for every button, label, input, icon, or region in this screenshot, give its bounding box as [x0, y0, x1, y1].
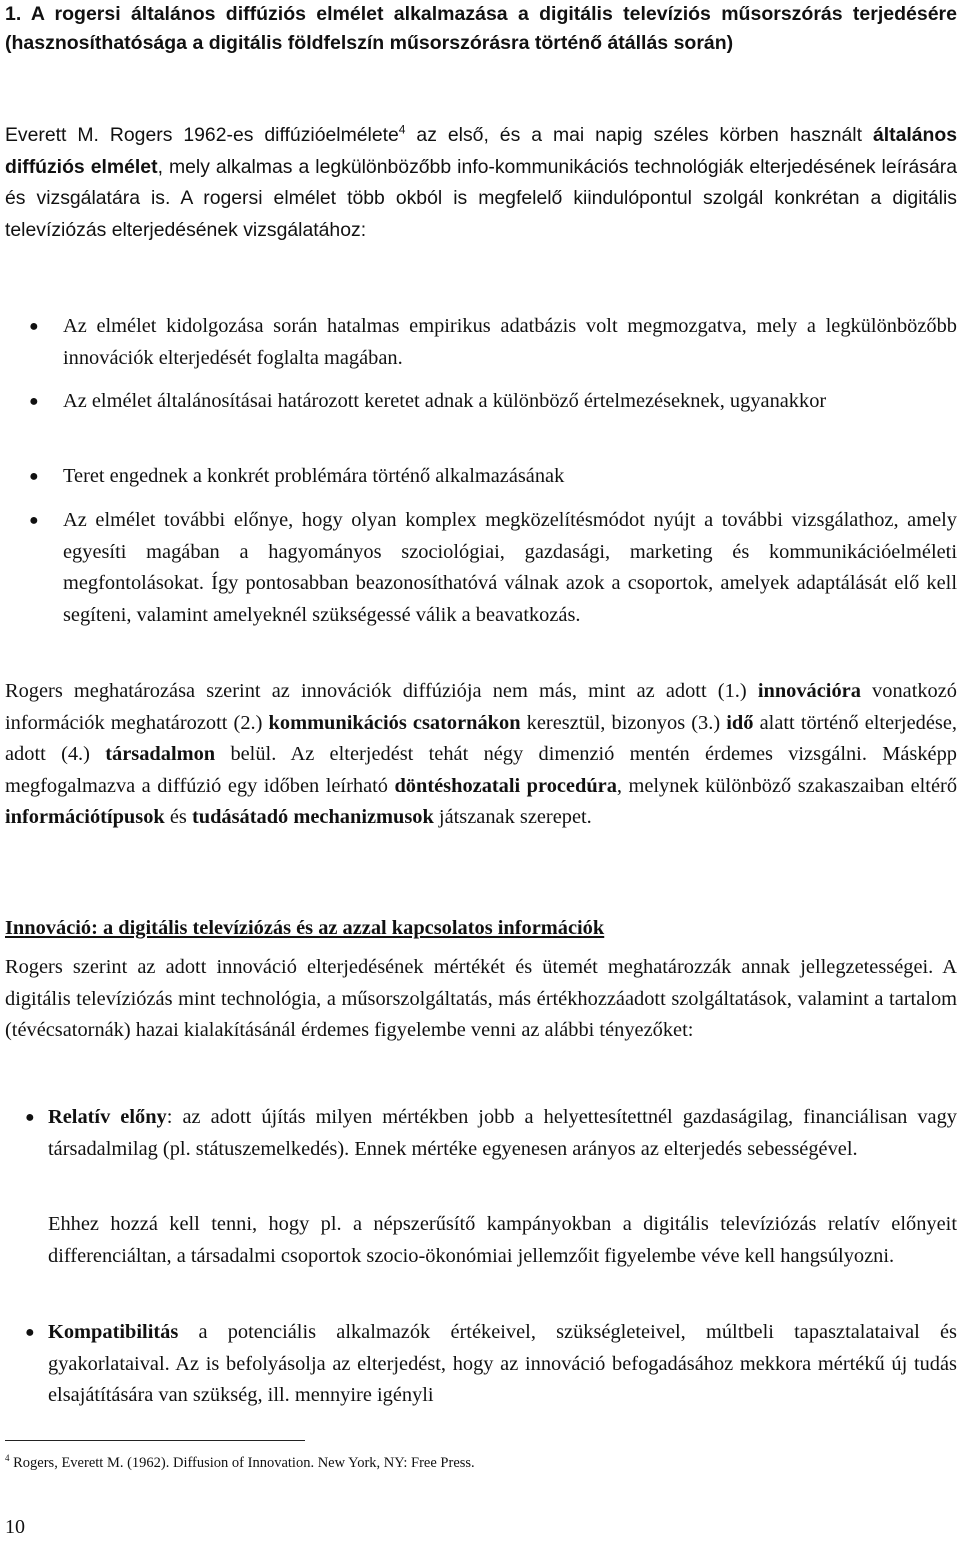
- bullet-icon: ●: [25, 1324, 35, 1341]
- footnote-ref: 4: [398, 122, 406, 137]
- list-item-text: Teret engednek a konkrét problémára történő alkalmazásának: [63, 465, 565, 487]
- definition-text: és: [164, 806, 192, 828]
- definition-text: Rogers meghatározása szerint az innovációk diffúziója nem más, mint az adott (1.): [5, 680, 758, 702]
- bullet-icon: ●: [29, 318, 39, 335]
- list-item-text: [48, 1317, 957, 1412]
- list-item-text: Az elmélet általánosításai határozott keretet adnak a különböző értelmezéseknek, ugyanakkor: [63, 390, 827, 412]
- section-intro-paragraph: Rogers szerint az adott innováció elterjedésének mértékét és ütemét meghatározzák annak jellegzetességei. A digitális televíziózás mint technológia, a műsorszolgáltatás, más értékhozzáadott szolgáltatások, valamint a tartalom (tévécsatornák) hazai kialakításánál érdemes figyelembe venni az alábbi tényezőket:: [5, 956, 957, 1041]
- factor-term: Relatív előny: [48, 1106, 167, 1128]
- section-title: Innováció: a digitális televíziózás és az azzal kapcsolatos információk: [5, 917, 605, 939]
- chapter-heading: 1. A rogersi általános diffúziós elmélet alkalmazása a digitális televíziós műsorszórás terjedésére (hasznosíthatósága a digitális földfelszín műsorszórásra történő átállás során): [5, 3, 957, 54]
- bullet-icon: ●: [29, 393, 39, 410]
- intro-text-1: Everett M. Rogers 1962-es diffúzióelmélete: [5, 124, 399, 146]
- definition-text: belül. Az elterjedést tehát négy dimenzió mentén érdemes vizsgálni. Másképp megfogalmazva a diffúzió egy időben leírható: [5, 743, 957, 797]
- definition-text: játszanak szerepet.: [433, 806, 592, 828]
- definition-text: vonatkozó információk meghatározott (2.): [5, 680, 957, 734]
- definition-term: döntéshozatali procedúra: [394, 774, 617, 797]
- intro-paragraph: [5, 120, 957, 246]
- definition-term: tudásátadó mechanizmusok: [191, 806, 434, 828]
- page-number: 10: [5, 1516, 25, 1538]
- list-item-text: Az elmélet kidolgozása során hatalmas empirikus adatbázis volt megmozgatva, mely a legkülönbözőbb innovációk elterjedését foglalta magában.: [63, 315, 957, 369]
- definition-term: innovációra: [757, 680, 861, 702]
- intro-bold-term: általános diffúziós elmélet: [5, 124, 957, 178]
- bullet-icon: ●: [25, 1109, 35, 1126]
- definition-term: információtípusok: [5, 806, 165, 828]
- footnote: [5, 1448, 475, 1473]
- intro-text-3: , mely alkalmas a legkülönbözőbb info-kommunikációs technológiák elterjedésének leírására és vizsgálatára is. A rogersi elmélet több okból is megfelelő kiindulópontul szolgál konkrétan a digitális televíziózás elterjedésének vizsgálatához:: [5, 155, 957, 241]
- bullet-icon: ●: [29, 468, 39, 485]
- intro-text-2: az első, és a mai napig széles körben használt: [405, 124, 873, 146]
- bullet-icon: ●: [29, 512, 39, 529]
- factor-text: a potenciális alkalmazók értékeivel, szükségleteivel, múltbeli tapasztalataival és gyakorlataival. Az is befolyásolja az elterjedést, hogy az innováció befogadásához mekkora mértékű új tudás elsajátítására van szükség, ill. mennyire igényli: [48, 1321, 957, 1406]
- definition-paragraph: [5, 676, 957, 834]
- factor-term: Kompatibilitás: [48, 1321, 179, 1343]
- footnote-separator: [5, 1440, 305, 1441]
- list-item-text: [48, 1102, 957, 1165]
- definition-term: társadalmon: [105, 743, 216, 765]
- footnote-text: Rogers, Everett M. (1962). Diffusion of Innovation. New York, NY: Free Press.: [9, 1454, 475, 1471]
- definition-text: , melynek különböző szakaszaiban eltérő: [616, 774, 958, 797]
- footnote-number: 4: [5, 1453, 10, 1463]
- factor-text: : az adott újítás milyen mértékben jobb a helyettesítettnél gazdaságilag, financiálisan vagy társadalmilag (pl. státuszemelkedés). Ennek mértéke egyenesen arányos az elterjedés sebességével.: [48, 1106, 957, 1160]
- list-item-text: Az elmélet további előnye, hogy olyan komplex megközelítésmódot nyújt a további vizsgálathoz, amely egyesíti magában a hagyományos szociológiai, gazdasági, marketing és kommunikációelméleti megfontolásokat. Így pontosabban beazonosíthatóvá válnak azok a csoportok, amelyek adaptálását elő kell segíteni, valamint amelyeknél szükségessé válik a beavatkozás.: [63, 509, 957, 626]
- definition-text: keresztül, bizonyos (3.): [520, 711, 727, 734]
- factor-extra-text: Ehhez hozzá kell tenni, hogy pl. a népszerűsítő kampányokban a digitális televíziózás relatív előnyeit differenciáltan, a társadalmi csoportok szocio-ökonómiai jellemzőit figyelembe véve kell hangsúlyozni.: [48, 1213, 957, 1267]
- definition-term: kommunikációs csatornákon: [268, 711, 521, 734]
- definition-text: alatt történő elterjedése, adott (4.): [5, 711, 957, 765]
- definition-term: idő: [726, 711, 754, 734]
